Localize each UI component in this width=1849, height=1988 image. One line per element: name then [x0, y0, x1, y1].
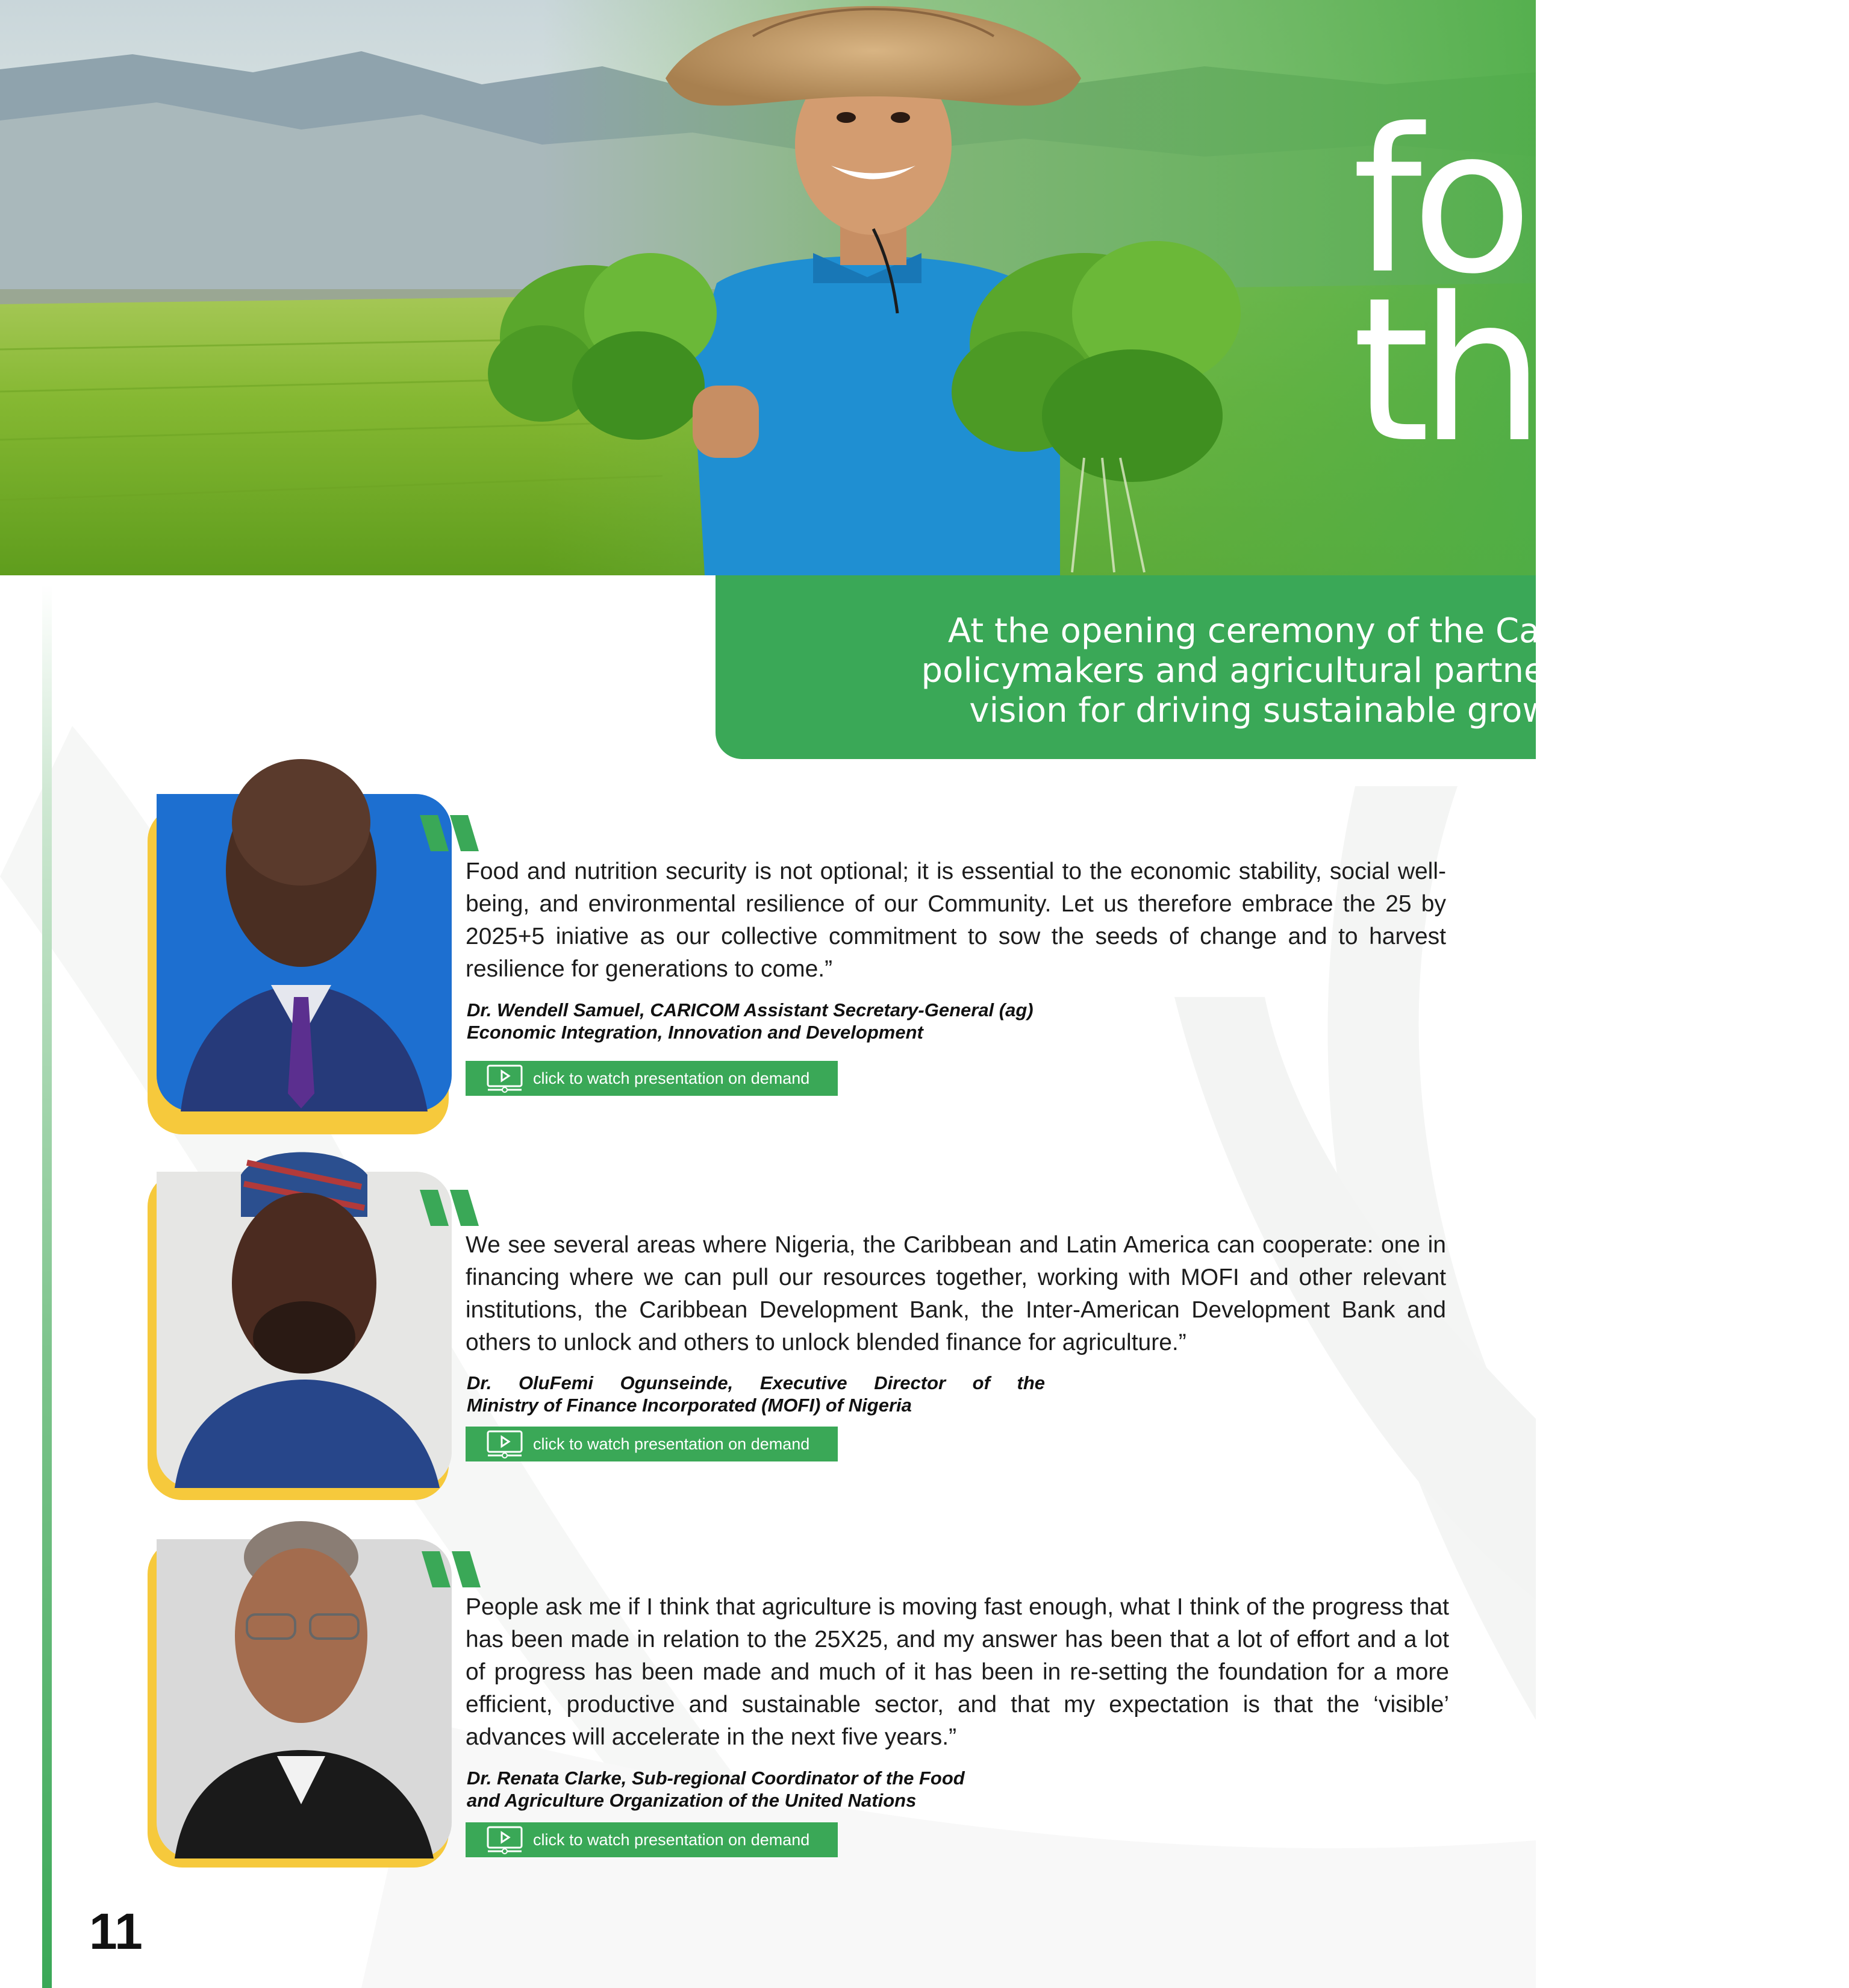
speaker-portrait: [148, 1539, 452, 1868]
intro-banner-text: At the opening ceremony of the Caribb policymakers and agricultural partners ref vision for driving sustainable growth: [921, 611, 1633, 730]
quote-mark-icon: [420, 815, 480, 851]
quote-text: People ask me if I think that agriculture is moving fast enough, what I think of the progress that has been made in relation to the 25X25, and my answer has been that a lot of effort and a lot of progress has been made and much of it has been in re-setting the foundation for a more efficient, productive and sustainable sector, and that my expectation is that the ‘visible’ advances will accelerate in the next five years.”: [466, 1594, 1449, 1750]
speaker-name: [467, 1767, 1129, 1811]
speaker-name: [467, 1372, 1045, 1416]
quote-block: [0, 756, 1536, 1130]
quote-mark-icon: [420, 1190, 480, 1226]
speaker-line-2: and Agriculture Organization of the United Nations: [467, 1790, 917, 1811]
portrait-photo: [157, 1515, 458, 1871]
page-number: 11: [89, 1903, 143, 1960]
video-play-icon: [484, 1061, 526, 1096]
speaker-line-2: Ministry of Finance Incorporated (MOFI) of Nigeria: [467, 1395, 912, 1416]
quote-block: [0, 1515, 1536, 1877]
portrait-photo: [157, 756, 458, 1111]
portrait-photo: [157, 1139, 458, 1494]
quote-mark-icon: [422, 1551, 482, 1587]
watch-button-label: click to watch presentation on demand: [533, 1830, 810, 1849]
speaker-portrait: [148, 794, 452, 1134]
speaker-portrait: [148, 1172, 452, 1503]
watch-button-label: click to watch presentation on demand: [533, 1069, 810, 1087]
video-play-icon: [484, 1822, 526, 1857]
video-play-icon: [484, 1427, 526, 1461]
hero-title: fo th: [1352, 86, 1535, 486]
speaker-line-1: Dr. Wendell Samuel, CARICOM Assistant Secretary-General (ag): [467, 999, 1034, 1021]
hero-image: [0, 0, 1536, 575]
watch-presentation-button[interactable]: [466, 1822, 838, 1857]
speaker-line-1: Dr. Renata Clarke, Sub-regional Coordinator of the Food: [467, 1768, 965, 1789]
intro-banner: [716, 575, 1633, 759]
quote-text: Food and nutrition security is not optional; it is essential to the economic stability, social well-being, and environmental resilience of our Community. Let us therefore embrace the 25 by 2025+5 iniative as our collective commitment to sow the seeds of change and to harvest resilience for generations to come.”: [466, 858, 1446, 982]
speaker-name: [467, 999, 1129, 1043]
speaker-line-2: Economic Integration, Innovation and Development: [467, 1022, 923, 1043]
speaker-line-1: Dr. OluFemi Ogunseinde, Executive Director of the: [467, 1372, 1045, 1393]
watch-presentation-button[interactable]: [466, 1427, 838, 1461]
quote-block: [0, 1139, 1536, 1500]
watch-button-label: click to watch presentation on demand: [533, 1434, 810, 1453]
quote-text: We see several areas where Nigeria, the Caribbean and Latin America can cooperate: one in financing where we can pull our resources together, working with MOFI and other relevant institutions, the Caribbean Development Bank, the Inter-American Development Bank and others to unlock and others to unlock blended finance for agriculture.”: [466, 1232, 1446, 1355]
watch-presentation-button[interactable]: [466, 1061, 838, 1096]
farmer-photo: [0, 0, 1536, 575]
